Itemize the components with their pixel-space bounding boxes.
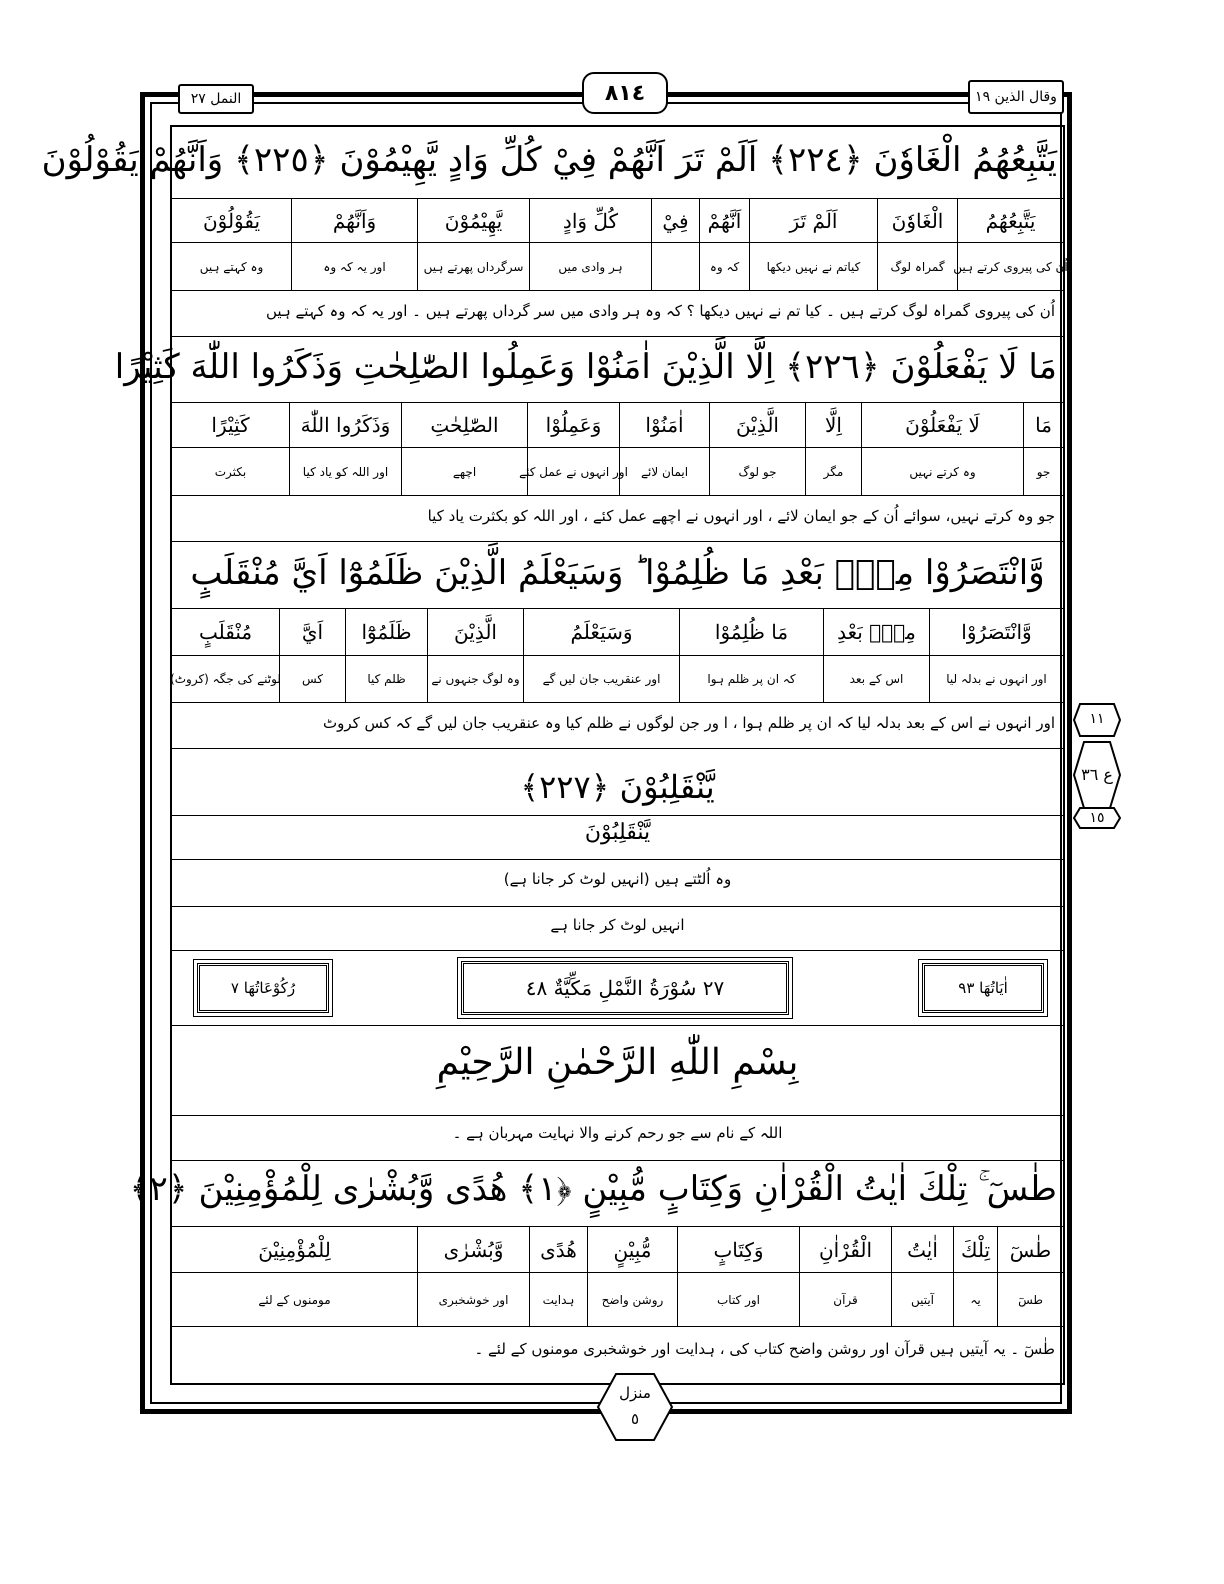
rukus-count: رُكُوْعَاتُهَا ٧ [197, 963, 329, 1013]
word-cell: يَقُوْلُوْنَ [202, 208, 261, 233]
word-cell: الْغَاوٗنَ [877, 199, 957, 242]
word-cell: لَا يَفْعَلُوْنَ [861, 403, 1023, 447]
word-cell: وَّانْتَصَرُوْا [929, 609, 1063, 655]
word-cell: الْقُرْاٰنِ [799, 1227, 891, 1272]
bismillah-calligraphy: بِسْمِ اللّٰهِ الرَّحْمٰنِ الرَّحِيْمِ [436, 1042, 799, 1083]
word-cell: فِيْ [651, 199, 699, 242]
meaning-line: وہ اُلٹتے ہیں (انہیں لوٹ کر جانا ہے) [503, 870, 732, 888]
divider [170, 1025, 1065, 1026]
word-cell: مَا ظُلِمُوْا [679, 609, 823, 655]
word-cell: يَّنْقَلِبُوْنَ [584, 820, 651, 845]
word-cell: اَلَمْ تَرَ [749, 199, 877, 242]
meaning-cell: سرگرداں پھرتے ہیں [417, 243, 529, 290]
meaning-cell: کہ ان پر ظلم ہوا [679, 656, 823, 702]
ruku-number-middle: ع ٣٦ [1081, 764, 1113, 784]
word-cell: كَثِيْرًا [211, 413, 250, 437]
meaning-row [172, 1273, 1063, 1326]
word-cell: اَنَّهُمْ [699, 199, 749, 242]
meaning-cell: بکثرت [214, 464, 247, 479]
divider [170, 859, 1065, 860]
divider [170, 1326, 1065, 1327]
surah-title: ٢٧ سُوْرَةُ النَّمْلِ مَكِّيَّةٌ ٤٨ [461, 961, 789, 1015]
word-cell: هُدًى [529, 1227, 587, 1272]
bismillah-translation: اللہ کے نام سے جو رحم کرنے والا نہایت مہربان ہے ۔ [452, 1124, 783, 1142]
divider [170, 336, 1065, 337]
verse-line: وَّانْتَصَرُوْا مِنْۢ بَعْدِ مَا ظُلِمُوْا ؕ وَسَيَعْلَمُ الَّذِيْنَ ظَلَمُوْٓا اَيَّ مُنْقَلَبٍ [190, 553, 1045, 593]
meaning-cell: ظلم کیا [345, 656, 427, 702]
meaning-cell: اور یہ کہ وہ [291, 243, 417, 290]
meaning-cell: اور خوشخبری [417, 1273, 529, 1326]
word-cell: تِلْكَ [953, 1227, 997, 1272]
word-row [172, 609, 1063, 655]
manzil-number: ٥ [630, 1410, 640, 1428]
divider [170, 290, 1065, 291]
translation-line: اور انہوں نے اس کے بعد بدلہ لیا کہ ان پر ظلم ہوا ، ا ور جن لوگوں نے ظلم کیا وہ عنقریب جان لیں گے کہ کس کروٹ [322, 714, 1055, 732]
meaning-cell: اس کے بعد [823, 656, 929, 702]
word-cell: مَا [1023, 403, 1063, 447]
word-cell: طٰسٓ [997, 1227, 1063, 1272]
word-cell: كُلِّ وَادٍ [529, 199, 651, 242]
meaning-cell: جو [1023, 448, 1063, 495]
ruku-number-top: ١١ [1089, 711, 1105, 727]
word-cell: اِلَّا [805, 403, 861, 447]
meaning-row [172, 448, 1063, 495]
word-cell: وَسَيَعْلَمُ [523, 609, 679, 655]
divider [170, 906, 1065, 907]
meaning-cell: مگر [805, 448, 861, 495]
translation-line: اُن کی پیروی گمراہ لوگ کرتے ہیں ۔ کیا تم نے نہیں دیکھا ؟ کہ وہ ہر وادی میں سر گرداں پھرتے ہیں ۔ اور یہ کہ وہ کہتے ہیں [266, 302, 1055, 320]
meaning-cell: وہ لوگ جنہوں نے [427, 656, 523, 702]
translation-line: طٰسٓ ۔ یہ آیتیں ہیں قرآن اور روشن واضح کتاب کی ، ہدایت اور خوشخبری مومنوں کے لئے ۔ [474, 1340, 1055, 1358]
meaning-cell: اُن کی پیروی کرتے ہیں [957, 243, 1063, 290]
manzil-hexagon-icon [596, 1372, 674, 1442]
word-row [172, 199, 1063, 242]
word-cell: اَيَّ [279, 609, 345, 655]
divider [170, 950, 1065, 951]
meaning-cell: ایمان لائے [619, 448, 709, 495]
meaning-cell: اور عنقریب جان لیں گے [523, 656, 679, 702]
meaning-cell: ہر وادی میں [529, 243, 651, 290]
word-cell: الصّٰلِحٰتِ [401, 403, 527, 447]
verse-line: يَّنْقَلِبُوْنَ ﴿٢٢٧﴾ [520, 768, 715, 806]
translation-line: جو وہ کرتے نہیں، سوائے اُن کے جو ایمان لائے ، اور انہوں نے اچھے عمل کئے ، اور اللہ کو بکثرت یاد کیا [427, 507, 1055, 525]
meaning-cell: یہ [953, 1273, 997, 1326]
verse-line: طٰسٓ ۚ تِلْكَ اٰيٰتُ الْقُرْاٰنِ وَكِتَابٍ مُّبِيْنٍ ﴿١﴾ هُدًى وَّبُشْرٰى لِلْمُؤْمِنِيْنَ ﴿٢﴾ [129, 1169, 1057, 1209]
meaning-cell: روشن واضح [587, 1273, 677, 1326]
header-para-label: وقال الذين ١٩ [968, 80, 1064, 114]
meaning-cell: لوٹنے کی جگہ (کروٹ) [170, 672, 281, 686]
translation-line: انہیں لوٹ کر جانا ہے [550, 916, 685, 934]
meaning-row [172, 656, 1063, 702]
meaning-cell: اور انہوں نے بدلہ لیا [929, 656, 1063, 702]
word-cell: مِنْۢ بَعْدِ [823, 609, 929, 655]
meaning-cell: کیاتم نے نہیں دیکھا [749, 243, 877, 290]
header-surah-label: النمل ٢٧ [178, 84, 254, 114]
meaning-cell: طسٓ [997, 1273, 1063, 1326]
word-cell: اٰمَنُوْا [619, 403, 709, 447]
meaning-cell: آیتیں [891, 1273, 953, 1326]
word-cell: مُّبِيْنٍ [587, 1227, 677, 1272]
verse-line: مَا لَا يَفْعَلُوْنَ ﴿٢٢٦﴾ اِلَّا الَّذِيْنَ اٰمَنُوْا وَعَمِلُوا الصّٰلِحٰتِ وَذَكَرُوا اللّٰهَ كَثِيْرًا [114, 347, 1057, 387]
divider [170, 495, 1065, 496]
meaning-cell: اور اللہ کو یاد کیا [289, 448, 401, 495]
divider [170, 1115, 1065, 1116]
word-cell: لِلْمُؤْمِنِيْنَ [258, 1237, 331, 1262]
word-cell: وَذَكَرُوا اللّٰهَ [289, 403, 401, 447]
meaning-cell: کس [279, 656, 345, 702]
word-cell: وَّبُشْرٰى [417, 1227, 529, 1272]
meaning-cell: گمراہ لوگ [877, 243, 957, 290]
divider [170, 815, 1065, 816]
divider [170, 541, 1065, 542]
meaning-cell: اور کتاب [677, 1273, 799, 1326]
word-cell: الَّذِيْنَ [427, 609, 523, 655]
meaning-cell: ہدایت [529, 1273, 587, 1326]
divider [170, 702, 1065, 703]
word-row [172, 403, 1063, 447]
meaning-cell: قرآن [799, 1273, 891, 1326]
meaning-cell: مومنوں کے لئے [258, 1292, 331, 1307]
word-cell: الَّذِيْنَ [709, 403, 805, 447]
meaning-row [172, 243, 1068, 290]
meaning-cell: وہ کرتے نہیں [861, 448, 1023, 495]
divider [170, 748, 1065, 749]
ruku-number-bottom: ١٥ [1089, 810, 1105, 826]
word-cell: مُنْقَلَبٍ [198, 620, 253, 644]
meaning-cell: اچھے [401, 448, 527, 495]
verse-line: يَتَّبِعُهُمُ الْغَاوٗنَ ﴿٢٢٤﴾ اَلَمْ تَرَ اَنَّهُمْ فِيْ كُلِّ وَادٍ يَّهِيْمُوْنَ ﴿٢٢٥﴾ وَاَنَّهُمْ يَقُوْلُوْنَ [41, 140, 1057, 180]
page-number: ٨١٤ [582, 72, 668, 114]
ayat-count: اٰيَاتُهَا ٩٣ [922, 963, 1044, 1013]
word-row [172, 1227, 1063, 1272]
manzil-label: منزل [619, 1384, 651, 1402]
word-cell: وَعَمِلُوْا [527, 403, 619, 447]
divider [170, 1160, 1065, 1161]
word-cell: ظَلَمُوْٓا [345, 609, 427, 655]
meaning-cell: وہ کہتے ہیں [199, 259, 264, 274]
word-cell: وَاَنَّهُمْ [291, 199, 417, 242]
meaning-cell: کہ وہ [699, 243, 749, 290]
word-cell: وَكِتَابٍ [677, 1227, 799, 1272]
word-cell: اٰيٰتُ [891, 1227, 953, 1272]
meaning-cell [651, 243, 699, 290]
meaning-cell: جو لوگ [709, 448, 805, 495]
meaning-cell: اور انہوں نے عمل کئے [527, 448, 619, 495]
word-cell: يَتَّبِعُهُمُ [957, 199, 1063, 242]
word-cell: يَّهِيْمُوْنَ [417, 199, 529, 242]
